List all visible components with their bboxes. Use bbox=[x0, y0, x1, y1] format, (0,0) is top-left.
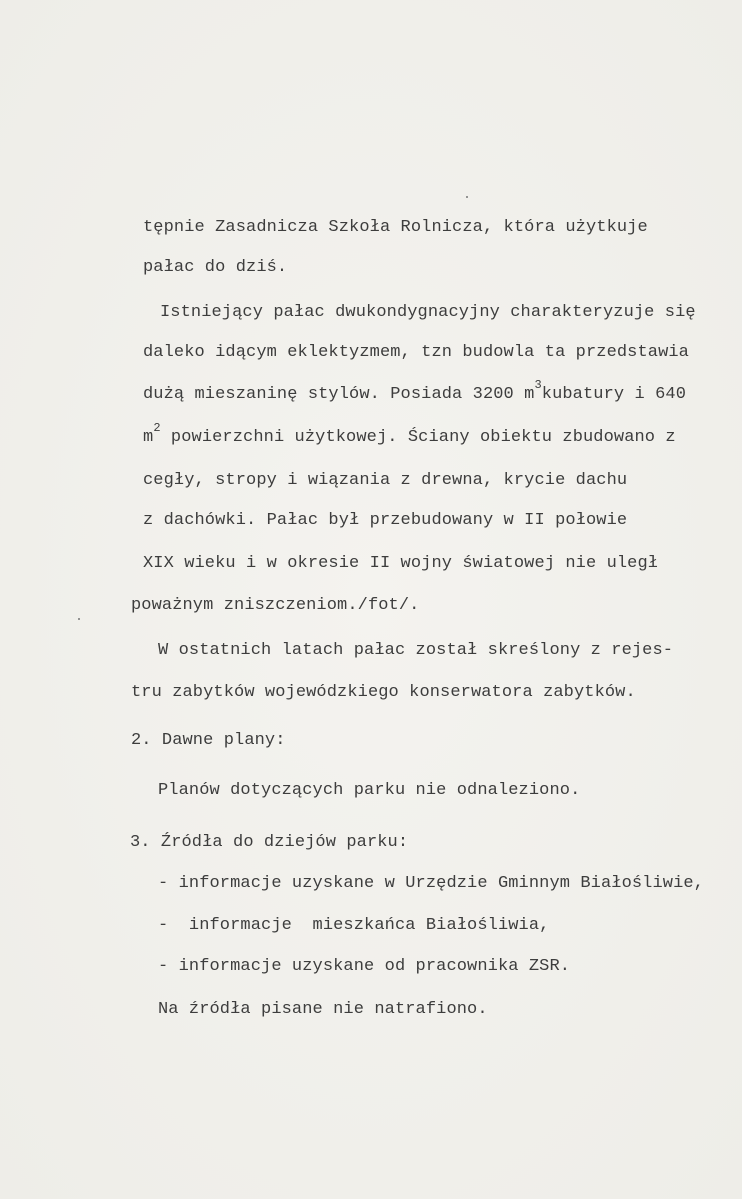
list-item: - informacje uzyskane w Urzędzie Gminnym Białośliwie, bbox=[158, 874, 704, 893]
text-line: XIX wieku i w okresie II wojny światowej nie uległ bbox=[143, 554, 659, 573]
text-line: z dachówki. Pałac był przebudowany w II połowie bbox=[143, 511, 628, 530]
text-segment: dużą mieszaninę stylów. Posiada 3200 m bbox=[143, 385, 535, 404]
text-line: tru zabytków wojewódzkiego konserwatora zabytków. bbox=[131, 683, 636, 702]
text-segment: kubatury i 640 bbox=[541, 385, 687, 404]
superscript: 2 bbox=[153, 421, 161, 436]
paper-speck bbox=[466, 196, 468, 198]
list-item: - informacje uzyskane od pracownika ZSR. bbox=[158, 957, 571, 976]
text-line: Planów dotyczących parku nie odnaleziono. bbox=[158, 781, 581, 800]
superscript: 3 bbox=[534, 378, 542, 393]
text-line bbox=[143, 421, 676, 448]
text-line bbox=[143, 378, 687, 405]
section-heading-2: 2. Dawne plany: bbox=[131, 731, 286, 750]
paragraph-start-line: Istniejący pałac dwukondygnacyjny charakteryzuje się bbox=[160, 303, 696, 322]
text-line: pałac do dziś. bbox=[143, 258, 288, 277]
text-segment: m bbox=[143, 428, 154, 447]
paragraph-start-line: W ostatnich latach pałac został skreślony z rejes- bbox=[158, 641, 674, 660]
list-item: - informacje mieszkańca Białośliwia, bbox=[158, 916, 550, 935]
section-heading-3: 3. Źródła do dziejów parku: bbox=[130, 833, 409, 852]
text-line: Na źródła pisane nie natrafiono. bbox=[158, 1000, 488, 1019]
text-line: daleko idącym eklektyzmem, tzn budowla ta przedstawia bbox=[143, 343, 689, 362]
text-segment: powierzchni użytkowej. Ściany obiektu zbudowano z bbox=[160, 428, 676, 447]
text-line: poważnym zniszczeniom./fot/. bbox=[131, 596, 420, 615]
paper-speck bbox=[78, 618, 80, 620]
text-line: cegły, stropy i wiązania z drewna, krycie dachu bbox=[143, 471, 628, 490]
text-line: tępnie Zasadnicza Szkoła Rolnicza, która użytkuje bbox=[143, 218, 648, 237]
